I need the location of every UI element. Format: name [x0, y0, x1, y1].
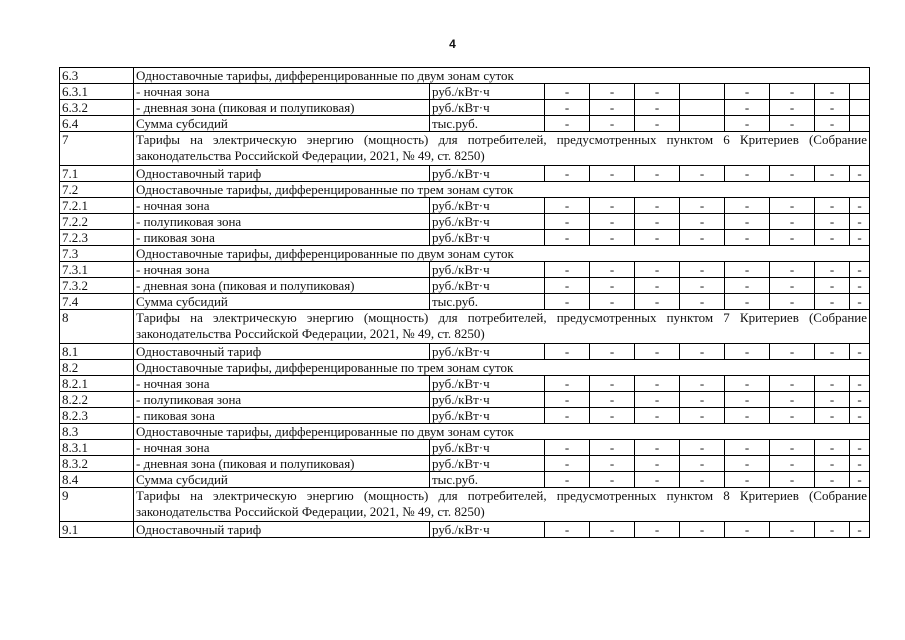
table-row: [60, 344, 870, 360]
section-row: [60, 488, 870, 522]
row-number: 7.1: [60, 166, 134, 182]
value-cell: -: [850, 440, 870, 456]
value-cell: -: [815, 198, 850, 214]
page-number: 4: [449, 37, 456, 51]
section-row: [60, 360, 870, 376]
table-row: [60, 100, 870, 116]
value-cell: -: [815, 344, 850, 360]
value-cell: [680, 116, 725, 132]
row-unit: руб./кВт·ч: [430, 440, 545, 456]
value-cell: -: [680, 166, 725, 182]
value-cell: -: [590, 408, 635, 424]
value-cell: -: [590, 392, 635, 408]
value-cell: -: [545, 522, 590, 538]
value-cell: -: [545, 84, 590, 100]
table-row: [60, 198, 870, 214]
value-cell: -: [680, 230, 725, 246]
row-label: - ночная зона: [134, 198, 430, 214]
value-cell: -: [590, 198, 635, 214]
value-cell: -: [680, 408, 725, 424]
value-cell: -: [815, 100, 850, 116]
section-row: [60, 182, 870, 198]
value-cell: -: [635, 198, 680, 214]
value-cell: -: [725, 456, 770, 472]
value-cell: -: [635, 230, 680, 246]
row-label: - ночная зона: [134, 440, 430, 456]
value-cell: -: [770, 408, 815, 424]
value-cell: -: [850, 376, 870, 392]
value-cell: -: [815, 294, 850, 310]
value-cell: -: [635, 116, 680, 132]
table-row: [60, 392, 870, 408]
row-label: - дневная зона (пиковая и полупиковая): [134, 278, 430, 294]
value-cell: -: [590, 440, 635, 456]
value-cell: -: [815, 262, 850, 278]
value-cell: -: [635, 100, 680, 116]
row-label: Одноставочный тариф: [134, 166, 430, 182]
value-cell: -: [545, 214, 590, 230]
row-label: - дневная зона (пиковая и полупиковая): [134, 100, 430, 116]
section-row: [60, 132, 870, 166]
value-cell: -: [590, 84, 635, 100]
table-row: [60, 278, 870, 294]
row-number: 9.1: [60, 522, 134, 538]
value-cell: -: [815, 392, 850, 408]
value-cell: [850, 100, 870, 116]
section-row: [60, 246, 870, 262]
table-row: [60, 376, 870, 392]
value-cell: -: [545, 278, 590, 294]
row-number: 7: [60, 132, 134, 166]
value-cell: -: [850, 522, 870, 538]
row-number: 7.3.2: [60, 278, 134, 294]
value-cell: -: [850, 230, 870, 246]
value-cell: -: [770, 230, 815, 246]
value-cell: -: [545, 116, 590, 132]
row-label: - полупиковая зона: [134, 392, 430, 408]
row-unit: руб./кВт·ч: [430, 84, 545, 100]
value-cell: -: [680, 376, 725, 392]
row-unit: руб./кВт·ч: [430, 456, 545, 472]
value-cell: -: [545, 392, 590, 408]
value-cell: -: [770, 456, 815, 472]
value-cell: -: [770, 214, 815, 230]
table-row: [60, 166, 870, 182]
value-cell: -: [725, 294, 770, 310]
value-cell: -: [635, 392, 680, 408]
table-row: [60, 522, 870, 538]
value-cell: -: [770, 440, 815, 456]
value-cell: -: [635, 440, 680, 456]
value-cell: -: [815, 408, 850, 424]
row-unit: руб./кВт·ч: [430, 198, 545, 214]
value-cell: -: [545, 376, 590, 392]
value-cell: -: [545, 440, 590, 456]
value-cell: -: [680, 198, 725, 214]
value-cell: -: [680, 392, 725, 408]
section-row: [60, 310, 870, 344]
value-cell: -: [725, 376, 770, 392]
row-label: - ночная зона: [134, 84, 430, 100]
row-label: - пиковая зона: [134, 408, 430, 424]
row-number: 7.2: [60, 182, 134, 198]
value-cell: -: [725, 84, 770, 100]
row-number: 8.1: [60, 344, 134, 360]
value-cell: -: [770, 376, 815, 392]
value-cell: -: [635, 472, 680, 488]
value-cell: -: [770, 344, 815, 360]
section-title: Одноставочные тарифы, дифференцированные по трем зонам суток: [134, 360, 870, 376]
row-unit: руб./кВт·ч: [430, 166, 545, 182]
row-label: - ночная зона: [134, 262, 430, 278]
table-row: [60, 84, 870, 100]
value-cell: -: [590, 100, 635, 116]
value-cell: -: [590, 116, 635, 132]
section-title: Одноставочные тарифы, дифференцированные по двум зонам суток: [134, 68, 870, 84]
value-cell: -: [635, 456, 680, 472]
value-cell: -: [545, 408, 590, 424]
row-number: 6.3.2: [60, 100, 134, 116]
value-cell: -: [680, 522, 725, 538]
value-cell: -: [590, 294, 635, 310]
value-cell: -: [850, 456, 870, 472]
value-cell: -: [590, 230, 635, 246]
value-cell: -: [680, 344, 725, 360]
value-cell: -: [725, 278, 770, 294]
value-cell: -: [815, 440, 850, 456]
value-cell: -: [815, 166, 850, 182]
value-cell: -: [815, 376, 850, 392]
row-number: 8.2: [60, 360, 134, 376]
value-cell: -: [725, 262, 770, 278]
value-cell: -: [545, 230, 590, 246]
table-row: [60, 294, 870, 310]
table-row: [60, 440, 870, 456]
value-cell: -: [545, 294, 590, 310]
table-row: [60, 214, 870, 230]
value-cell: -: [850, 198, 870, 214]
value-cell: -: [815, 230, 850, 246]
value-cell: -: [850, 392, 870, 408]
row-unit: руб./кВт·ч: [430, 392, 545, 408]
value-cell: -: [635, 294, 680, 310]
value-cell: -: [635, 166, 680, 182]
value-cell: -: [815, 214, 850, 230]
row-label: Одноставочный тариф: [134, 344, 430, 360]
value-cell: -: [725, 522, 770, 538]
value-cell: -: [815, 472, 850, 488]
section-title: Тарифы на электрическую энергию (мощность) для потребителей, предусмотренных пунктом 6 Критериев (Собрание законодательства Российской Федерации, 2021, № 49, ст. 8250): [134, 132, 870, 166]
value-cell: -: [815, 278, 850, 294]
row-number: 6.3.1: [60, 84, 134, 100]
value-cell: -: [680, 440, 725, 456]
table-row: [60, 230, 870, 246]
value-cell: -: [590, 376, 635, 392]
value-cell: [680, 84, 725, 100]
value-cell: -: [545, 262, 590, 278]
value-cell: -: [770, 116, 815, 132]
section-title: Одноставочные тарифы, дифференцированные по двум зонам суток: [134, 246, 870, 262]
value-cell: -: [680, 262, 725, 278]
row-number: 7.3: [60, 246, 134, 262]
row-number: 7.4: [60, 294, 134, 310]
value-cell: -: [850, 262, 870, 278]
row-label: Сумма субсидий: [134, 294, 430, 310]
value-cell: -: [545, 198, 590, 214]
value-cell: -: [680, 214, 725, 230]
row-number: 9: [60, 488, 134, 522]
row-unit: руб./кВт·ч: [430, 214, 545, 230]
value-cell: -: [680, 294, 725, 310]
row-number: 8.2.2: [60, 392, 134, 408]
row-number: 8: [60, 310, 134, 344]
value-cell: -: [545, 344, 590, 360]
row-label: - пиковая зона: [134, 230, 430, 246]
value-cell: -: [770, 262, 815, 278]
value-cell: -: [545, 100, 590, 116]
value-cell: -: [725, 116, 770, 132]
section-title: Тарифы на электрическую энергию (мощность) для потребителей, предусмотренных пунктом 8 Критериев (Собрание законодательства Российской Федерации, 2021, № 49, ст. 8250): [134, 488, 870, 522]
value-cell: -: [545, 166, 590, 182]
value-cell: -: [850, 294, 870, 310]
row-number: 7.2.3: [60, 230, 134, 246]
row-label: - дневная зона (пиковая и полупиковая): [134, 456, 430, 472]
value-cell: -: [850, 408, 870, 424]
row-label: Одноставочный тариф: [134, 522, 430, 538]
value-cell: -: [770, 472, 815, 488]
value-cell: -: [770, 522, 815, 538]
value-cell: -: [545, 472, 590, 488]
value-cell: -: [850, 472, 870, 488]
value-cell: -: [635, 262, 680, 278]
value-cell: -: [725, 230, 770, 246]
value-cell: -: [850, 214, 870, 230]
value-cell: -: [770, 392, 815, 408]
value-cell: [850, 84, 870, 100]
value-cell: -: [850, 344, 870, 360]
value-cell: -: [815, 456, 850, 472]
value-cell: -: [590, 522, 635, 538]
row-label: Сумма субсидий: [134, 116, 430, 132]
table-row: [60, 456, 870, 472]
value-cell: -: [590, 472, 635, 488]
tariff-table: [59, 67, 870, 538]
value-cell: -: [680, 456, 725, 472]
row-number: 8.3: [60, 424, 134, 440]
value-cell: -: [590, 166, 635, 182]
table-row: [60, 408, 870, 424]
section-row: [60, 68, 870, 84]
value-cell: -: [770, 100, 815, 116]
row-number: 8.2.3: [60, 408, 134, 424]
row-unit: руб./кВт·ч: [430, 100, 545, 116]
section-title: Одноставочные тарифы, дифференцированные по двум зонам суток: [134, 424, 870, 440]
row-unit: руб./кВт·ч: [430, 344, 545, 360]
value-cell: -: [545, 456, 590, 472]
value-cell: -: [590, 278, 635, 294]
value-cell: -: [725, 214, 770, 230]
row-label: - ночная зона: [134, 376, 430, 392]
value-cell: -: [635, 522, 680, 538]
row-label: Сумма субсидий: [134, 472, 430, 488]
row-number: 7.3.1: [60, 262, 134, 278]
row-number: 8.2.1: [60, 376, 134, 392]
value-cell: -: [725, 472, 770, 488]
value-cell: -: [635, 408, 680, 424]
row-unit: руб./кВт·ч: [430, 408, 545, 424]
value-cell: -: [850, 166, 870, 182]
value-cell: -: [770, 84, 815, 100]
value-cell: -: [725, 198, 770, 214]
row-number: 8.3.2: [60, 456, 134, 472]
row-number: 7.2.2: [60, 214, 134, 230]
row-unit: руб./кВт·ч: [430, 376, 545, 392]
section-title: Одноставочные тарифы, дифференцированные по трем зонам суток: [134, 182, 870, 198]
row-unit: тыс.руб.: [430, 294, 545, 310]
row-unit: тыс.руб.: [430, 116, 545, 132]
value-cell: -: [590, 456, 635, 472]
value-cell: -: [635, 344, 680, 360]
row-unit: руб./кВт·ч: [430, 230, 545, 246]
value-cell: -: [725, 392, 770, 408]
row-label: - полупиковая зона: [134, 214, 430, 230]
table-row: [60, 262, 870, 278]
section-row: [60, 424, 870, 440]
table-row: [60, 116, 870, 132]
row-number: 6.3: [60, 68, 134, 84]
value-cell: -: [635, 214, 680, 230]
row-number: 8.4: [60, 472, 134, 488]
value-cell: -: [590, 262, 635, 278]
table-row: [60, 472, 870, 488]
value-cell: -: [815, 522, 850, 538]
value-cell: -: [725, 440, 770, 456]
value-cell: -: [815, 84, 850, 100]
value-cell: -: [770, 278, 815, 294]
value-cell: -: [590, 344, 635, 360]
row-number: 7.2.1: [60, 198, 134, 214]
value-cell: -: [770, 198, 815, 214]
row-unit: руб./кВт·ч: [430, 522, 545, 538]
value-cell: -: [635, 84, 680, 100]
value-cell: -: [635, 376, 680, 392]
row-unit: руб./кВт·ч: [430, 262, 545, 278]
value-cell: -: [680, 278, 725, 294]
value-cell: -: [850, 278, 870, 294]
value-cell: -: [770, 166, 815, 182]
row-unit: руб./кВт·ч: [430, 278, 545, 294]
section-title: Тарифы на электрическую энергию (мощность) для потребителей, предусмотренных пунктом 7 Критериев (Собрание законодательства Российской Федерации, 2021, № 49, ст. 8250): [134, 310, 870, 344]
value-cell: -: [725, 408, 770, 424]
value-cell: -: [725, 100, 770, 116]
row-unit: тыс.руб.: [430, 472, 545, 488]
row-number: 8.3.1: [60, 440, 134, 456]
value-cell: -: [590, 214, 635, 230]
value-cell: [680, 100, 725, 116]
value-cell: -: [680, 472, 725, 488]
value-cell: -: [725, 166, 770, 182]
value-cell: -: [815, 116, 850, 132]
row-number: 6.4: [60, 116, 134, 132]
value-cell: [850, 116, 870, 132]
value-cell: -: [635, 278, 680, 294]
value-cell: -: [770, 294, 815, 310]
value-cell: -: [725, 344, 770, 360]
